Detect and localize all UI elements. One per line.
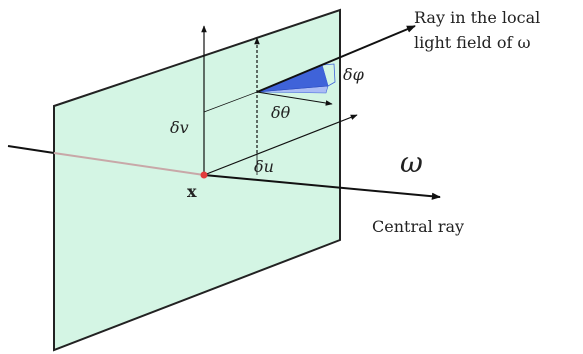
origin-point [201, 172, 208, 179]
delta-v-label: δv [170, 118, 189, 137]
central-ray-label: Central ray [372, 217, 465, 236]
ray-local-label-line2: light field of ω [414, 33, 531, 52]
delta-phi-label: δφ [343, 65, 364, 84]
omega-label: ω [400, 146, 423, 179]
point-x-label: x [187, 182, 197, 201]
ray-local-label-line1: Ray in the local [414, 8, 541, 27]
tangent-plane [54, 10, 340, 350]
delta-theta-label: δθ [271, 103, 291, 122]
incoming-ray-visible [8, 146, 54, 153]
delta-u-label: δu [254, 157, 274, 176]
